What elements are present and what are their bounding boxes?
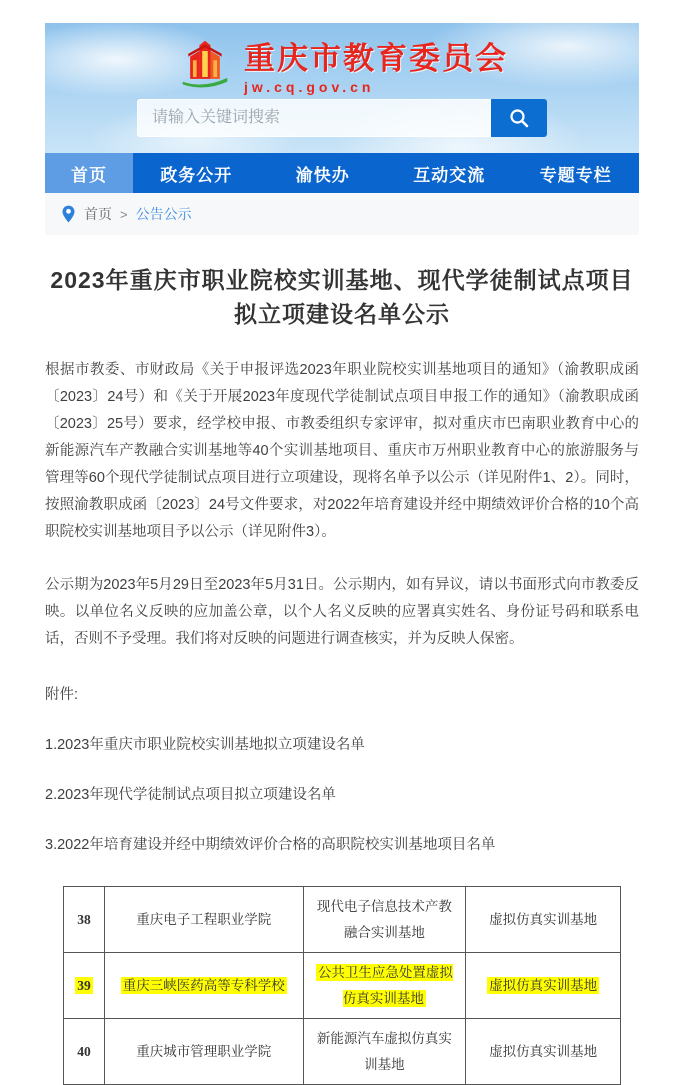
article-paragraph-1: 根据市教委、市财政局《关于申报评选2023年职业院校实训基地项目的通知》（渝教职成函〔2023〕24号）和《关于开展2023年度现代学徒制试点项目申报工作的通知》（渝教职成函〔2023〕25号）要求，经学校申报、市教委组织专家评审，拟对重庆市巴南职业教育中心的新能源汽车产教融合实训基地等40个实训基地项目、重庆市万州职业教育中心的旅游服务与管理等60个现代学徒制试点项目进行立项建设，现将名单予以公示（详见附件1、2）。同时，按照渝教职成函〔2023〕24号文件要求，对2022年培育建设并经中期绩效评价合格的10个高职院校实训基地项目予以公示（详见附件3）。: [45, 362, 639, 540]
page-title: 2023年重庆市职业院校实训基地、现代学徒制试点项目拟立项建设名单公示: [50, 267, 634, 327]
breadcrumb-separator: >: [120, 206, 128, 222]
project-cell: 现代电子信息技术产教融合实训基地: [303, 887, 466, 953]
nav-item-interaction[interactable]: 互动交流: [413, 165, 486, 185]
table-row: [64, 887, 621, 953]
site-logo-text: [244, 33, 508, 95]
project-cell: 公共卫生应急处置虚拟仿真实训基地: [303, 953, 466, 1019]
page: [0, 23, 684, 1072]
site-url: jw.cq.gov.cn: [244, 79, 375, 95]
nav-item-yukuaiban[interactable]: 渝快办: [295, 165, 350, 185]
attachment-link-3[interactable]: 3.2022年培育建设并经中期绩效评价合格的高职院校实训基地项目名单: [45, 837, 496, 853]
site-logo[interactable]: [45, 23, 639, 95]
project-cell: 新能源汽车虚拟仿真实训基地: [303, 1019, 466, 1085]
site-name: 重庆市教育委员会: [244, 41, 508, 76]
search-button[interactable]: [491, 99, 547, 137]
row-number-cell: 38: [64, 887, 105, 953]
breadcrumb-home-link[interactable]: 首页: [84, 206, 112, 222]
base-type-cell: 虚拟仿真实训基地: [466, 1019, 621, 1085]
school-cell: 重庆城市管理职业学院: [104, 1019, 303, 1085]
article: [45, 235, 639, 1085]
table-row: [64, 1019, 621, 1085]
school-cell: 重庆三峡医药高等专科学校: [104, 953, 303, 1019]
base-type-cell: 虚拟仿真实训基地: [466, 953, 621, 1019]
site-logo-building-icon: [176, 38, 234, 90]
nav-item-home[interactable]: 首页: [45, 153, 133, 193]
search-input[interactable]: [137, 99, 491, 137]
base-type-cell: 虚拟仿真实训基地: [466, 887, 621, 953]
breadcrumb-current-link[interactable]: 公告公示: [135, 206, 192, 222]
search-icon: [508, 107, 530, 129]
attachment-link-1[interactable]: 1.2023年重庆市职业院校实训基地拟立项建设名单: [45, 737, 365, 753]
search-bar: [137, 99, 547, 137]
nav-item-special-columns[interactable]: 专题专栏: [539, 165, 612, 185]
location-pin-icon: [61, 205, 76, 223]
project-list-table: [63, 886, 621, 1085]
site-header: [45, 23, 639, 153]
nav-item-gov-affairs[interactable]: 政务公开: [160, 165, 233, 185]
attachment-link-2[interactable]: 2.2023年现代学徒制试点项目拟立项建设名单: [45, 787, 336, 803]
main-nav: [45, 153, 639, 193]
row-number-cell: 39: [64, 953, 105, 1019]
article-paragraph-2: 公示期为2023年5月29日至2023年5月31日。公示期内，如有异议，请以书面形式向市教委反映。以单位名义反映的应加盖公章，以个人名义反映的应署真实姓名、身份证号码和联系电话，否则不予受理。我们将对反映的问题进行调查核实，并为反映人保密。: [45, 577, 639, 647]
school-cell: 重庆电子工程职业学院: [104, 887, 303, 953]
breadcrumb: [45, 193, 639, 235]
row-number-cell: 40: [64, 1019, 105, 1085]
attachments-label: 附件:: [45, 687, 79, 703]
